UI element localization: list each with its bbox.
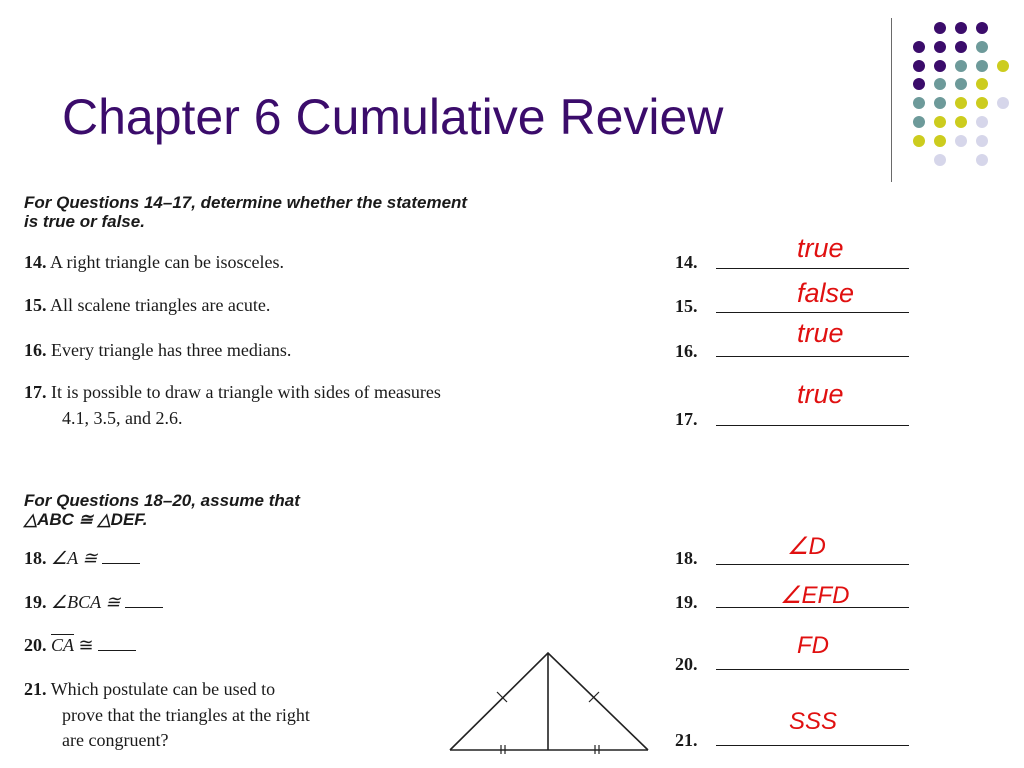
question-number: 17. [24, 382, 47, 402]
answer-number-17: 17. [675, 409, 698, 429]
decorative-dot [955, 60, 967, 72]
decorative-dot [997, 60, 1009, 72]
page-title: Chapter 6 Cumulative Review [62, 89, 724, 145]
question-text: ∠BCA ≅ [51, 592, 121, 612]
question-text: It is possible to draw a triangle with sides of measures [51, 382, 441, 402]
decorative-dot [913, 41, 925, 53]
decorative-dot [976, 60, 988, 72]
question-number: 14. [24, 252, 47, 272]
decorative-dot [955, 78, 967, 90]
decorative-dot [976, 97, 988, 109]
section-heading-1 [24, 193, 467, 231]
decorative-dot [913, 116, 925, 128]
decorative-dot [955, 41, 967, 53]
question-text: All scalene triangles are acute. [50, 295, 271, 315]
answer-15: false [797, 278, 855, 308]
decorative-dot [976, 116, 988, 128]
decorative-dot [934, 116, 946, 128]
answer-line-16 [716, 356, 909, 357]
question-number: 19. [24, 592, 47, 612]
answer-number-21: 21. [675, 730, 698, 750]
answer-line-21 [716, 745, 909, 746]
triangle-outline [450, 653, 648, 750]
answer-14: true [797, 233, 844, 263]
answer-19: ∠EFD [780, 582, 850, 609]
question-21-line3: are congruent? [62, 730, 169, 750]
decorative-dot [934, 135, 946, 147]
decorative-dot [934, 78, 946, 90]
question-21-line2: prove that the triangles at the right [62, 705, 310, 725]
answer-number-15: 15. [675, 296, 698, 316]
decorative-dot [934, 154, 946, 166]
decorative-dot [913, 78, 925, 90]
section-heading-2-line2: △ABC ≅ △DEF. [24, 510, 148, 529]
question-text: A right triangle can be isosceles. [50, 252, 284, 272]
question-17 [24, 382, 441, 403]
title-divider [891, 18, 892, 182]
decorative-dot [934, 60, 946, 72]
answer-blank [102, 549, 140, 564]
question-20 [24, 635, 136, 656]
answer-18: ∠D [787, 533, 826, 560]
decorative-dot [976, 22, 988, 34]
question-17-line2: 4.1, 3.5, and 2.6. [62, 408, 183, 428]
decorative-dot [976, 135, 988, 147]
question-19 [24, 592, 163, 613]
answer-line-17 [716, 425, 909, 426]
tick-mark-left-side [497, 692, 507, 702]
decorative-dot [913, 97, 925, 109]
question-text: Which postulate can be used to [50, 679, 276, 699]
section-heading-2 [24, 491, 300, 529]
decorative-dot [913, 135, 925, 147]
answer-16: true [797, 318, 844, 348]
section-heading-1-line2: is true or false. [24, 212, 145, 231]
section-heading-1-line1: For Questions 14–17, determine whether the statement [24, 193, 468, 212]
answer-number-18: 18. [675, 548, 698, 568]
decorative-dot [934, 41, 946, 53]
question-14 [24, 252, 284, 273]
decorative-dot [955, 22, 967, 34]
decorative-dot [955, 116, 967, 128]
decorative-dot [955, 97, 967, 109]
decorative-dot [976, 154, 988, 166]
question-number: 21. [24, 679, 47, 699]
question-16 [24, 340, 291, 361]
question-text: Every triangle has three medians. [51, 340, 292, 360]
answer-blank [125, 593, 163, 608]
question-text: ∠A ≅ [51, 548, 98, 568]
decorative-dot [997, 97, 1009, 109]
answer-17: true [797, 379, 844, 409]
segment-name: $\overline{CA}$ [51, 635, 75, 655]
decorative-dot [934, 22, 946, 34]
decorative-dot [913, 60, 925, 72]
answer-number-14: 14. [675, 252, 698, 272]
question-number: 16. [24, 340, 47, 360]
answer-blank [98, 636, 136, 651]
answer-line-14 [716, 268, 909, 269]
decorative-dot [934, 97, 946, 109]
question-number: 18. [24, 548, 47, 568]
decorative-dot [955, 135, 967, 147]
answer-line-18 [716, 564, 909, 565]
answer-number-20: 20. [675, 654, 698, 674]
decorative-dot [976, 41, 988, 53]
congruent-triangles-figure [445, 650, 655, 754]
question-15 [24, 295, 270, 316]
congruent-symbol: ≅ [78, 635, 94, 655]
section-heading-2-line1: For Questions 18–20, assume that [24, 491, 300, 510]
question-number: 20. [24, 635, 47, 655]
question-21 [24, 679, 275, 700]
answer-line-15 [716, 312, 909, 313]
answer-21: SSS [789, 708, 838, 735]
answer-number-19: 19. [675, 592, 698, 612]
answer-20: FD [797, 632, 829, 659]
question-number: 15. [24, 295, 47, 315]
answer-line-20 [716, 669, 909, 670]
decorative-dot [976, 78, 988, 90]
answer-number-16: 16. [675, 341, 698, 361]
question-18 [24, 548, 140, 569]
